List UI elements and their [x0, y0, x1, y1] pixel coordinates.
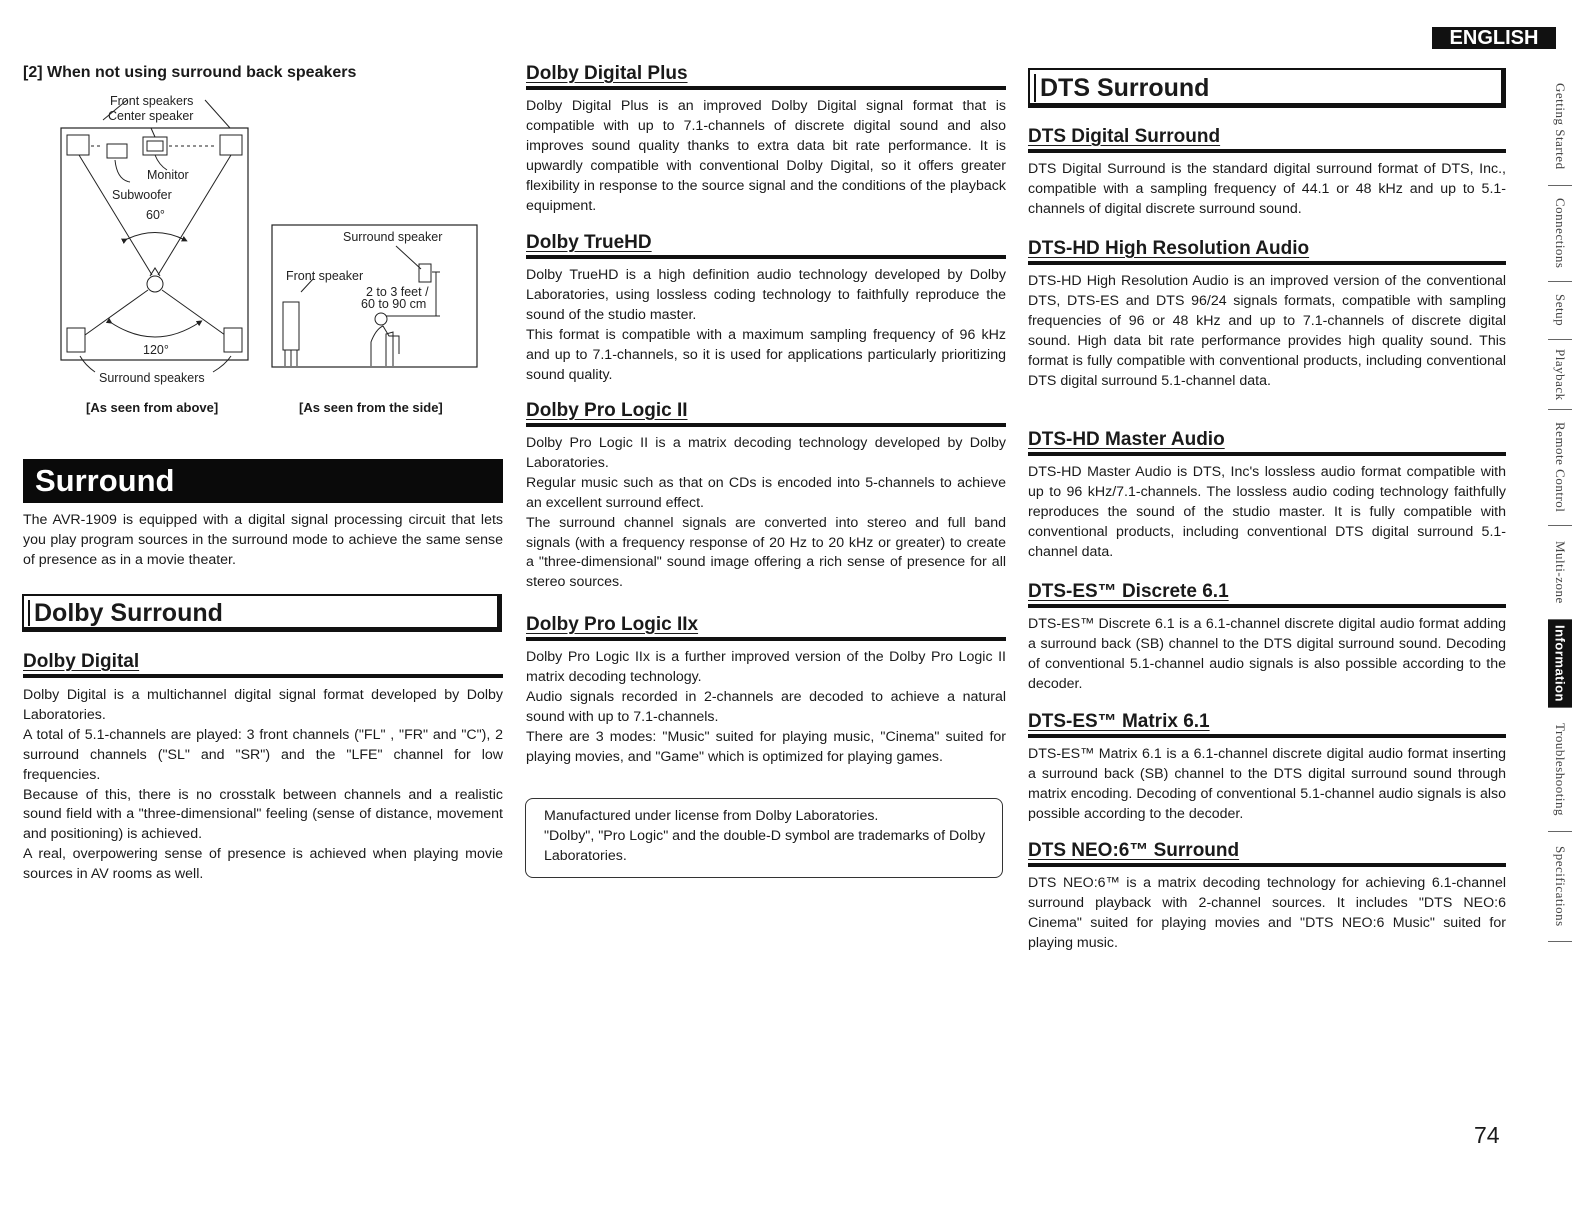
- label-height-feet: 2 to 3 feet /: [366, 285, 429, 299]
- label-height-cm: 60 to 90 cm: [361, 297, 427, 311]
- dts-digital-surround-heading: [1028, 126, 1506, 153]
- dts-es-matrix-title: DTS-ES™ Matrix 6.1: [1028, 711, 1210, 732]
- surround-title: Surround: [23, 459, 503, 503]
- front-speaker-side: [283, 302, 299, 350]
- label-angle-120: 120°: [143, 343, 169, 357]
- side-tab-specifications[interactable]: Specifications: [1548, 832, 1572, 942]
- dts-hd-hra-heading: [1028, 238, 1506, 265]
- dolby-digital-p2: A total of 5.1-channels are played: 3 front channels ("FL" , "FR" and "C"), 2 surround channels ("SL" and "SR") and the "LFE" channel for low frequencies.: [23, 726, 503, 783]
- dts-neo6-heading: [1028, 840, 1506, 867]
- dts-hd-hra-text: DTS-HD High Resolution Audio is an improved version of the conventional DTS, DTS-ES and DTS 96/24 signals formats, compatible with sampling frequencies of 96 or 48 kHz and up to 7.1-channels of discrete digital sound. High data bit rate performance provides high quality sound. This format is fully compatible with conventional products, including conventional DTS digital surround 5.1-channel data.: [1028, 273, 1506, 389]
- dolby-pro-logic-2-p1: Dolby Pro Logic II is a matrix decoding technology developed by Dolby Laboratories.: [526, 435, 1006, 471]
- dolby-pro-logic-2x-heading: [526, 614, 1006, 641]
- side-tab-connections[interactable]: Connections: [1548, 186, 1572, 282]
- trademark-notice: [525, 798, 1003, 878]
- surround-right-speaker: [224, 328, 242, 352]
- dolby-digital-p4: A real, overpowering sense of presence is achieved when playing movie sources in AV rooms as well.: [23, 846, 503, 883]
- side-tab-playback[interactable]: Playback: [1548, 340, 1572, 410]
- front-left-speaker: [67, 135, 89, 155]
- dolby-pro-logic-2x-text: [526, 648, 1006, 767]
- dolby-digital-heading: [23, 651, 503, 678]
- room-outline: [61, 128, 248, 360]
- subwoofer-box: [107, 144, 127, 158]
- dolby-digital-plus-heading: [526, 63, 1006, 90]
- dolby-digital-text: [23, 686, 503, 885]
- dolby-digital-plus-text: Dolby Digital Plus is an improved Dolby Digital signal format that is compatible with up to 7.1-channels of discrete digital sound and also improves sound quality thanks to extra data bit rate performance. It is upwardly compatible with conventional Dolby Digital, so it offers greater flexibility in response to the source signal and the conditions of the playback equipment.: [526, 98, 1006, 214]
- surround-speaker-side: [419, 264, 431, 282]
- dolby-truehd-title: Dolby TrueHD: [526, 232, 652, 253]
- dts-hd-hra-title: DTS-HD High Resolution Audio: [1028, 238, 1310, 259]
- dolby-truehd-text: [526, 266, 1006, 385]
- dts-es-discrete-text: DTS-ES™ Discrete 6.1 is a 6.1-channel discrete digital audio format adding a surround back (SB) channel to the DTS digital surround sound. Decoding of conventional 5.1-channel audio signals is also possible according to the decoder.: [1028, 616, 1506, 692]
- side-tab-troubleshooting[interactable]: Troubleshooting: [1548, 708, 1572, 832]
- dolby-pro-logic-2-title: Dolby Pro Logic II: [526, 400, 688, 421]
- dts-neo6-title: DTS NEO:6™ Surround: [1028, 840, 1240, 861]
- dts-es-matrix-heading: [1028, 711, 1506, 738]
- side-tab-remote-control[interactable]: Remote Control: [1548, 410, 1572, 526]
- label-surround-speaker: Surround speaker: [343, 230, 443, 244]
- caption-top-view: [As seen from above]: [86, 400, 219, 415]
- side-tab-getting-started[interactable]: Getting Started: [1548, 68, 1572, 186]
- dolby-pro-logic-2-p2: Regular music such as that on CDs is encoded into 5-channels to achieve an excellent surround effect.: [526, 474, 1006, 511]
- dolby-surround-title: Dolby Surround: [22, 594, 502, 632]
- dolby-digital-title: Dolby Digital: [23, 651, 140, 672]
- side-tab-multi-zone[interactable]: Multi-zone: [1548, 526, 1572, 620]
- listener-head-icon: [375, 313, 387, 325]
- dolby-truehd-p1: Dolby TrueHD is a high definition audio technology developed by Dolby Laboratories, using lossless coding technology to faithfully reproduce the sound of the studio master.: [526, 267, 1006, 323]
- language-tag: ENGLISH: [1432, 27, 1556, 49]
- dolby-digital-p3: Because of this, there is no crosstalk between channels and a realistic sound field with a "three-dimensional" feeling (sense of distance, movement and positioning) is achieved.: [23, 786, 503, 843]
- dts-es-matrix-text: DTS-ES™ Matrix 6.1 is a 6.1-channel discrete digital audio format inserting a surround back (SB) channel to the DTS digital surround sound through matrix encoding. Decoding of conventional 5.1-channel audio signals is also possible according to the decoder.: [1028, 746, 1506, 822]
- trademark-line2: "Dolby", "Pro Logic" and the double-D symbol are trademarks of Dolby Laboratories.: [544, 827, 986, 864]
- chair-icon: [386, 332, 393, 366]
- dts-es-discrete-heading: [1028, 581, 1506, 608]
- dts-es-discrete-title: DTS-ES™ Discrete 6.1: [1028, 581, 1229, 602]
- dts-hd-ma-title: DTS-HD Master Audio: [1028, 429, 1225, 450]
- speaker-layout-side-view: [271, 224, 479, 370]
- dolby-pro-logic-2x-title: Dolby Pro Logic IIx: [526, 614, 699, 635]
- dts-neo6-text: DTS NEO:6™ is a matrix decoding technology for achieving 6.1-channel surround playback with 2-channel sources. It includes "DTS NEO:6 Cinema" suited for playing movies and "DTS NEO:6 Music" suited for playing music.: [1028, 875, 1506, 951]
- surround-text: The AVR-1909 is equipped with a digital signal processing circuit that lets you play program sources in the surround mode to achieve the same sense of presence as in a movie theater.: [23, 512, 503, 568]
- dolby-pro-logic-2-p3: The surround channel signals are converted into stereo and full band signals (with a frequency response of 20 Hz to 20 kHz or greater) to create a "three-dimensional" sound image offering a rich sense of presence for all stereo sources.: [526, 514, 1006, 591]
- speaker-layout-top-view: [55, 90, 255, 390]
- dolby-pro-logic-2x-p1: Dolby Pro Logic IIx is a further improved version of the Dolby Pro Logic II matrix decoding technology.: [526, 649, 1006, 685]
- label-subwoofer: Subwoofer: [112, 188, 172, 202]
- dts-digital-surround-text: DTS Digital Surround is the standard digital surround format of DTS, Inc., compatible with a sampling frequency of 44.1 or 48 kHz and up to 5.1-channels of digital discrete surround sound.: [1028, 161, 1506, 217]
- front-right-speaker: [220, 135, 242, 155]
- surround-left-speaker: [67, 328, 85, 352]
- section-heading-surround-back: [2] When not using surround back speakers: [23, 64, 357, 81]
- label-front-speakers: Front speakers: [110, 94, 194, 108]
- dolby-truehd-heading: [526, 232, 1006, 259]
- listener-icon: [147, 276, 163, 292]
- dts-surround-title: DTS Surround: [1028, 68, 1506, 108]
- dolby-digital-plus-title: Dolby Digital Plus: [526, 63, 688, 84]
- label-angle-60: 60°: [146, 208, 165, 222]
- label-front-speaker: Front speaker: [286, 269, 364, 283]
- dts-hd-ma-text: DTS-HD Master Audio is DTS, Inc's lossless audio format compatible with up to 96 kHz/7.1-channels. The lossless audio coding technology faithfully reproduces the sound of the studio master. It is fully compatible with conventional products, including conventional DTS digital surround 5.1-channel data.: [1028, 464, 1506, 560]
- dolby-pro-logic-2x-p3: There are 3 modes: "Music" suited for playing music, "Cinema" suited for playing movies, and "Game" which is optimized for playing games.: [526, 728, 1006, 765]
- dolby-pro-logic-2-text: [526, 434, 1006, 593]
- dts-hd-ma-heading: [1028, 429, 1506, 456]
- listener-body-icon: [371, 326, 399, 366]
- side-tab-setup[interactable]: Setup: [1548, 282, 1572, 340]
- dolby-pro-logic-2-heading: [526, 400, 1006, 427]
- label-monitor: Monitor: [147, 168, 189, 182]
- page-number: 74: [1474, 1122, 1500, 1148]
- dts-digital-surround-title: DTS Digital Surround: [1028, 126, 1221, 147]
- trademark-line1: Manufactured under license from Dolby Laboratories.: [544, 808, 879, 824]
- dolby-truehd-p2: This format is compatible with a maximum sampling frequency of 96 kHz and up to 7.1-channels, so it is used for applications particularly prioritizing sound quality.: [526, 326, 1006, 383]
- label-surround-speakers: Surround speakers: [99, 371, 205, 385]
- side-tab-information[interactable]: Information: [1548, 620, 1572, 708]
- label-center-speaker: Center speaker: [108, 109, 194, 123]
- dolby-digital-p1: Dolby Digital is a multichannel digital signal format developed by Dolby Laboratories.: [23, 687, 503, 723]
- dolby-pro-logic-2x-p2: Audio signals recorded in 2-channels are decoded to achieve a natural sound with up to 7.1-channels.: [526, 688, 1006, 725]
- caption-side-view: [As seen from the side]: [299, 400, 443, 415]
